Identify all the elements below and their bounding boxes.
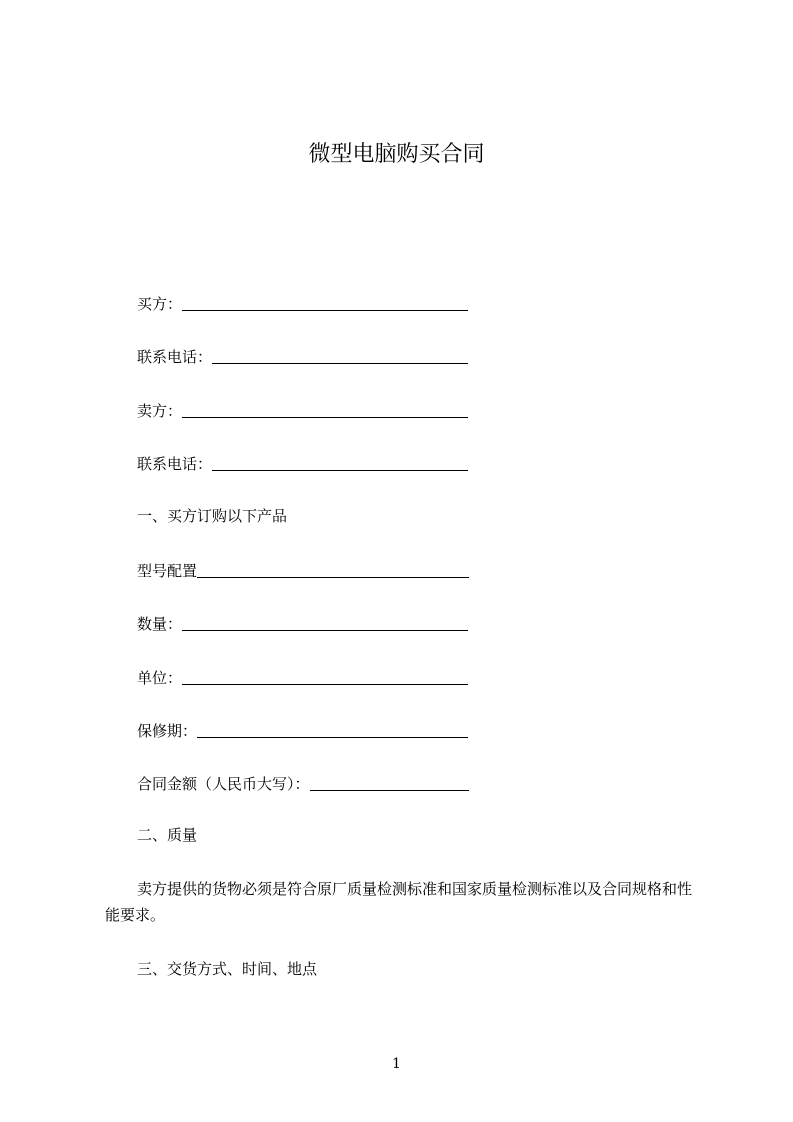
- warranty-label: 保修期：: [137, 722, 198, 740]
- seller-phone-blank-line: [212, 470, 468, 471]
- buyer-phone-field: [137, 343, 468, 367]
- buyer-phone-blank-line: [212, 363, 468, 364]
- unit-field: [137, 664, 468, 688]
- seller-field: [137, 397, 468, 421]
- quality-paragraph: [105, 876, 705, 928]
- unit-blank-line: [182, 684, 468, 685]
- seller-blank-line: [182, 417, 468, 418]
- amount-field: [137, 770, 469, 794]
- seller-label: 卖方：: [137, 402, 183, 420]
- buyer-field: [137, 290, 468, 314]
- quality-text: 卖方提供的货物必须是符合原厂质量检测标准和国家质量检测标准以及合同规格和性能要求。: [105, 880, 693, 924]
- warranty-field: [137, 717, 468, 741]
- seller-phone-label: 联系电话：: [137, 455, 213, 473]
- quantity-field: [137, 610, 468, 634]
- document-title: 微型电脑购买合同: [308, 142, 485, 167]
- model-config-field: [137, 557, 469, 581]
- section-1-heading: 一、买方订购以下产品: [137, 507, 288, 525]
- quantity-blank-line: [182, 630, 468, 631]
- amount-label: 合同金额（人民币大写）：: [137, 775, 310, 793]
- section-3-heading: 三、交货方式、时间、地点: [137, 960, 318, 978]
- model-config-label: 型号配置: [137, 562, 198, 580]
- warranty-blank-line: [197, 737, 468, 738]
- buyer-blank-line: [182, 310, 468, 311]
- quantity-label: 数量：: [137, 615, 183, 633]
- model-config-blank-line: [197, 577, 469, 578]
- amount-blank-line: [310, 790, 469, 791]
- page-number: 1: [392, 1056, 401, 1072]
- buyer-label: 买方：: [137, 295, 183, 313]
- buyer-phone-label: 联系电话：: [137, 348, 213, 366]
- unit-label: 单位：: [137, 669, 183, 687]
- seller-phone-field: [137, 450, 468, 474]
- section-2-heading: 二、质量: [137, 826, 198, 844]
